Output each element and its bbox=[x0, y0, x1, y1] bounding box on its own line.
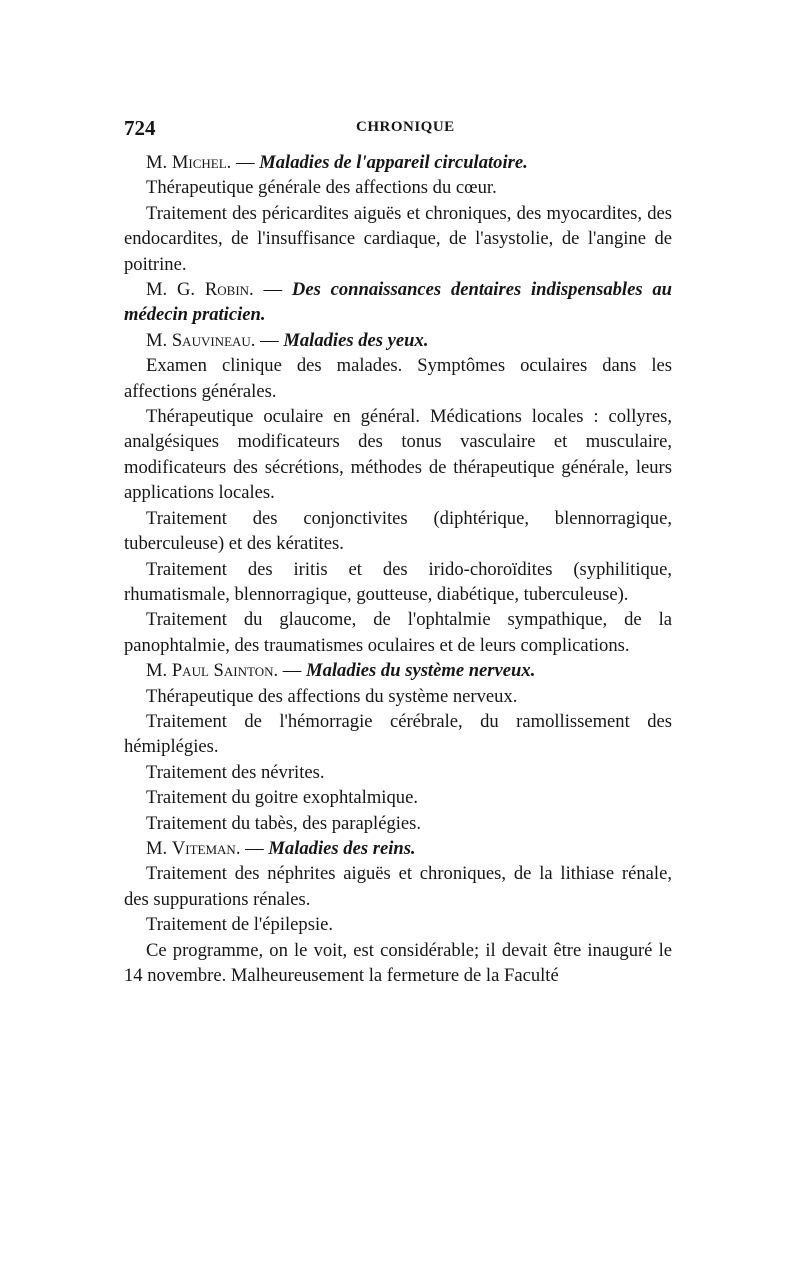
lecturer-prefix: M. bbox=[146, 660, 172, 682]
lecture-title: Des connaissances dentaires indispensables au médecin praticien. bbox=[124, 279, 672, 326]
paragraph: Thérapeutique des affections du système nerveux. bbox=[146, 685, 518, 707]
lecturer-prefix: M. bbox=[146, 152, 172, 173]
paragraph: Traitement des néphrites aiguës et chroniques, de la lithiase rénale, des suppurations rénales. bbox=[124, 863, 672, 910]
lecturer-prefix: M. bbox=[146, 329, 172, 351]
lecturer-name: Viteman bbox=[171, 837, 236, 859]
lecture-heading bbox=[124, 836, 672, 861]
lecturer-prefix: M. bbox=[146, 837, 172, 859]
lecture-heading bbox=[124, 277, 672, 328]
paragraph: Traitement de l'épilepsie. bbox=[146, 914, 334, 936]
paragraph: Thérapeutique oculaire en général. Médications locales : collyres, analgésiques modificateurs des tonus vasculaire et musculaire, modificateurs des sécrétions, méthodes de thérapeutique générale, leurs applications locales. bbox=[124, 406, 672, 504]
lecture-heading bbox=[124, 328, 672, 353]
paragraph: Traitement du tabès, des paraplégies. bbox=[146, 812, 422, 834]
lecture-title: Maladies de l'appareil circulatoire. bbox=[259, 152, 528, 173]
lecturer-name: G. Robin bbox=[176, 279, 250, 301]
lecture-title: Maladies des yeux. bbox=[283, 329, 429, 351]
separator-dash: . — bbox=[235, 837, 269, 859]
paragraph: Traitement des conjonctivites (diphtérique, blennorragique, tuberculeuse) et des kératites. bbox=[124, 507, 672, 555]
paragraph: Traitement des névrites. bbox=[146, 761, 325, 783]
paragraph: Traitement de l'hémorragie cérébrale, du ramollissement des hémiplégies. bbox=[124, 710, 672, 758]
lecture-heading bbox=[124, 150, 672, 175]
page-number: 724 bbox=[124, 116, 156, 140]
paragraph: Traitement des iritis et des irido-choroïdites (syphilitique, rhumatismale, blennorragique, goutteuse, diabétique, tuberculeuse). bbox=[124, 558, 672, 605]
lecturer-name: Michel bbox=[171, 152, 227, 173]
lecturer-name: Paul Sainton bbox=[171, 660, 274, 682]
running-title: CHRONIQUE bbox=[356, 119, 455, 135]
paragraph: Ce programme, on le voit, est considérable; il devait être inauguré le 14 novembre. Malheureusement la fermeture de la Faculté bbox=[124, 939, 672, 986]
lecture-title: Maladies des reins. bbox=[268, 837, 416, 859]
paragraph: Traitement du glaucome, de l'ophtalmie sympathique, de la panophtalmie, des traumatismes oculaires et de leurs complications. bbox=[124, 609, 672, 656]
separator-dash: . — bbox=[250, 329, 284, 351]
separator-dash: . — bbox=[226, 152, 260, 173]
page-header bbox=[124, 116, 672, 140]
paragraph: Traitement des péricardites aiguës et chroniques, des myocardites, des endocardites, de l'insuffisance cardiaque, de l'asystolie, de l'angine de poitrine. bbox=[124, 202, 672, 275]
lecturer-prefix: M. bbox=[146, 279, 177, 301]
paragraph: Thérapeutique générale des affections du cœur. bbox=[146, 177, 497, 199]
body-text bbox=[124, 150, 672, 988]
paragraph: Examen clinique des malades. Symptômes oculaires dans les affections générales. bbox=[124, 355, 672, 402]
separator-dash: . — bbox=[249, 279, 292, 301]
paragraph: Traitement du goitre exophtalmique. bbox=[146, 787, 418, 809]
lecture-title: Maladies du système nerveux. bbox=[306, 660, 536, 682]
separator-dash: . — bbox=[273, 660, 307, 682]
lecturer-name: Sauvineau bbox=[171, 329, 251, 351]
lecture-heading bbox=[124, 658, 672, 683]
